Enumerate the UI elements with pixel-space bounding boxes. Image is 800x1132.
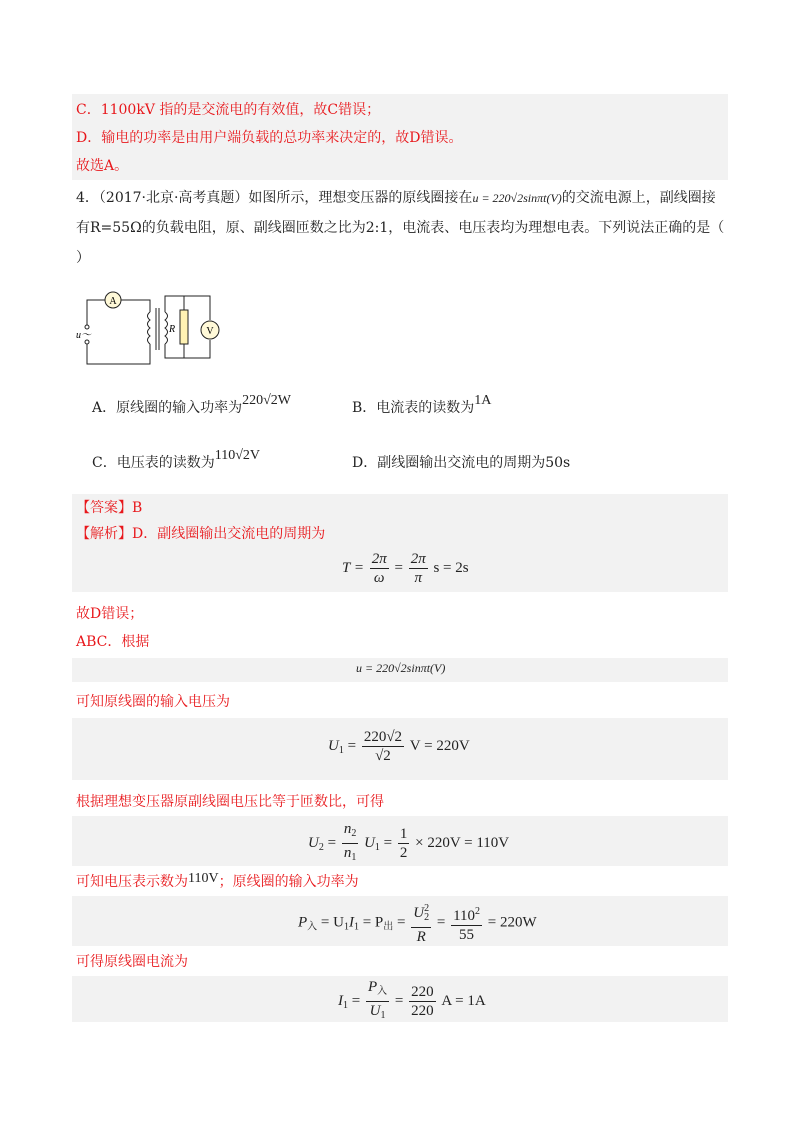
period-formula: T = $\frac{2\pi}{\omega}$ = $\frac{2\pi}{\pi}$ s = 2s: [342, 551, 469, 586]
source-label: u～: [76, 330, 91, 341]
ratio-intro: 根据理想变压器原副线圈电压比等于匝数比，可得: [76, 794, 384, 810]
power-formula: $P_入 = U_1I_1 = P_出$ = $\frac{U^2_2}{R}$ = $\frac{110^2}{55}$ = 220W: [298, 900, 537, 946]
option-c-value: 110√2V: [214, 448, 260, 463]
v-reading-line: 可知电压表示数为110V；原线圈的输入功率为: [76, 871, 359, 890]
prev-option-d: D．输电的功率是由用户端负载的总功率来决定的，故D错误。: [76, 130, 463, 146]
question-source-formula: u = 220√2sinπt(V): [472, 191, 562, 205]
resistor-label: R: [168, 324, 176, 335]
d-wrong: 故D错误；: [76, 606, 144, 622]
option-a-value: 220√2W: [242, 393, 292, 408]
option-d: D．副线圈输出交流电的周期为50s: [352, 455, 571, 471]
u2-formula: $U_2$ = $\frac{n_2}{n_1}$ $U_1$ = $\frac{1}{2}$ × 220V = 110V: [308, 821, 510, 863]
resistor-icon: [180, 310, 188, 344]
u1-formula: $U_1$ = $\frac{220√2}{√2}$ V = 220V: [328, 729, 470, 764]
question-line-2: 有R=55Ω的负载电阻，原、副线圈匝数之比为2:1，电流表、电压表均为理想电表。下列说法正确的是（: [76, 220, 725, 236]
current-intro: 可得原线圈电流为: [76, 954, 188, 970]
source-formula: u = 220√2sinπt(V): [356, 661, 446, 675]
circuit-diagram: [72, 282, 232, 374]
option-c: C．电压表的读数为110√2V: [92, 448, 260, 471]
v-reading-value: 110V: [188, 871, 219, 886]
abc-intro: ABC．根据: [76, 634, 150, 650]
i1-formula: $I_1$ = $\frac{P_入}{U_1}$ = $\frac{220}{220}$ A = 1A: [338, 979, 486, 1021]
prev-option-c: C．1100kV 指的是交流电的有效值，故C错误；: [76, 102, 381, 118]
option-b-value: 1A: [474, 393, 492, 408]
prev-answer: 故选A。: [76, 158, 129, 174]
option-a: A．原线圈的输入功率为220√2W: [92, 393, 292, 416]
question-line-1: 4．（2017·北京·高考真题）如图所示，理想变压器的原线圈接在u = 220√2sinπt(V)的交流电源上，副线圈接: [76, 190, 716, 206]
voltage-intro: 可知原线圈的输入电压为: [76, 694, 230, 710]
option-b: B．电流表的读数为1A: [352, 393, 492, 416]
answer-label: 【答案】B: [76, 500, 143, 516]
ammeter-label: A: [109, 296, 117, 307]
question-line-3: ）: [76, 250, 90, 266]
analysis-intro: 【解析】D．副线圈输出交流电的周期为: [76, 526, 326, 542]
voltmeter-label: V: [206, 326, 214, 337]
